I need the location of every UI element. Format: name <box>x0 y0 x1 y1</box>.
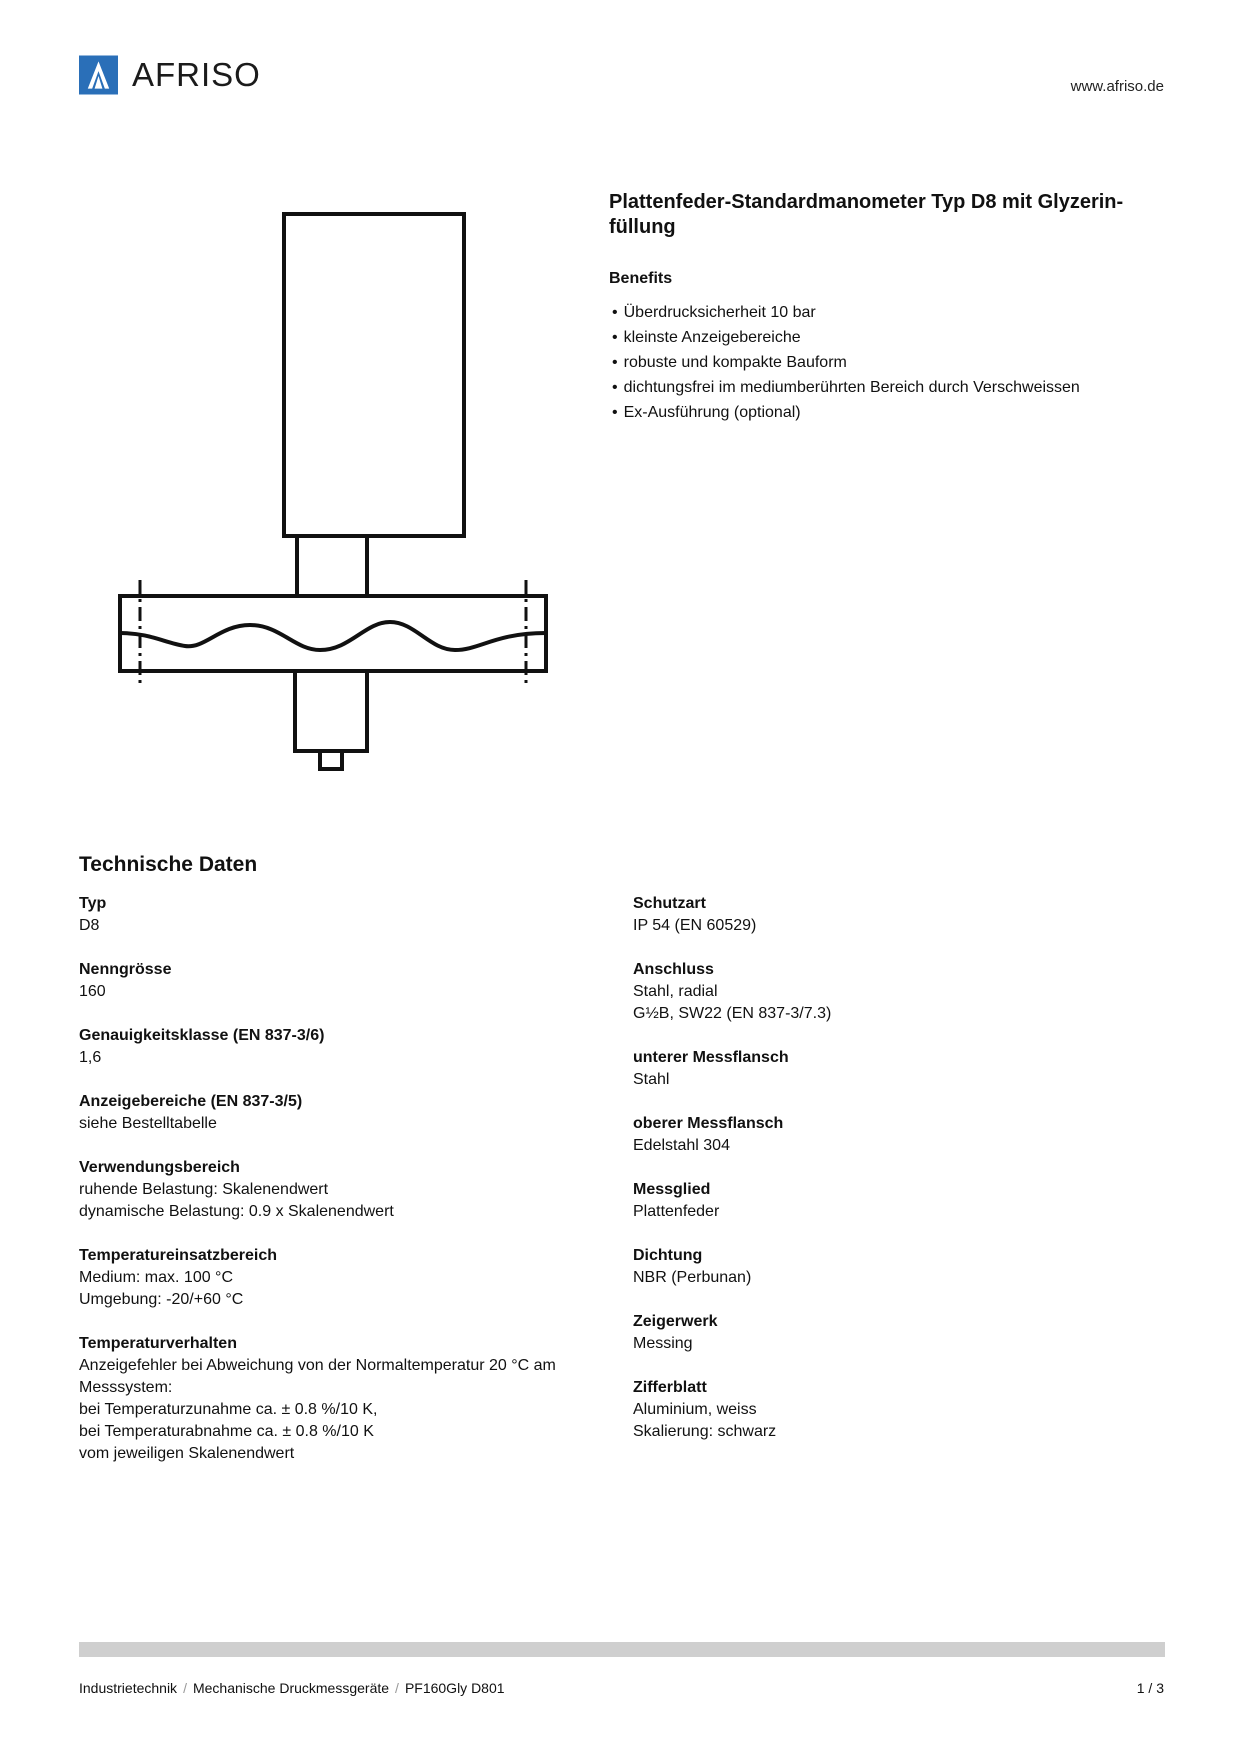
spec-label: Zeigerwerk <box>633 1313 718 1330</box>
spec-value: 160 <box>79 983 106 1000</box>
process-connection <box>295 671 367 751</box>
gauge-housing <box>284 214 464 536</box>
benefits-list <box>612 300 1202 425</box>
spec-label: Temperaturverhalten <box>79 1335 237 1352</box>
spec-label: Dichtung <box>633 1247 703 1264</box>
spec-label: Messglied <box>633 1181 711 1198</box>
spec-item <box>633 959 1173 1025</box>
spec-value: siehe Bestelltabelle <box>79 1115 217 1132</box>
gauge-neck <box>297 536 367 596</box>
manometer-drawing <box>110 200 560 790</box>
spec-item <box>79 1157 619 1223</box>
spec-label: Temperatureinsatzbereich <box>79 1247 277 1264</box>
spec-value: Messing <box>633 1335 693 1352</box>
breadcrumb-item[interactable]: Mechanische Druckmessgeräte <box>192 1680 390 1696</box>
benefit-item: • robuste und kompakte Bauform <box>612 350 1202 375</box>
diaphragm-plate <box>120 622 546 650</box>
breadcrumb-item[interactable]: Industrietechnik <box>79 1680 178 1696</box>
spec-value: NBR (Perbunan) <box>633 1269 752 1286</box>
spec-item <box>79 1245 619 1311</box>
technical-data-left-column <box>79 893 619 1487</box>
breadcrumb-item: PF160Gly D801 <box>404 1680 505 1696</box>
breadcrumb <box>79 1680 505 1696</box>
spec-value: 1,6 <box>79 1049 102 1066</box>
spec-label: Anschluss <box>633 961 714 978</box>
spec-item <box>633 893 1173 937</box>
brand-logo[interactable] <box>79 54 309 96</box>
spec-item <box>633 1047 1173 1091</box>
spec-value: Aluminium, weiss Skalierung: schwarz <box>633 1401 777 1440</box>
spec-item <box>633 1311 1173 1355</box>
website-link[interactable]: www.afriso.de <box>1070 78 1164 95</box>
spec-item <box>79 1091 619 1135</box>
spec-label: Typ <box>79 895 107 912</box>
spec-item <box>79 1025 619 1069</box>
spec-value: ruhende Belastung: Skalenendwert dynamische Belastung: 0.9 x Skalenendwert <box>79 1181 394 1220</box>
spec-item <box>79 893 619 937</box>
benefit-item: • Ex-Ausführung (optional) <box>612 400 1202 425</box>
breadcrumb-separator: / <box>183 1680 187 1696</box>
breadcrumb-separator: / <box>395 1680 399 1696</box>
spec-item <box>633 1113 1173 1157</box>
benefit-item: • dichtungsfrei im mediumberührten Bereich durch Verschweissen <box>612 375 1202 400</box>
spec-value: Anzeigefehler bei Abweichung von der Normaltemperatur 20 °C am Messsystem: bei Temperaturzunahme ca. ± 0.8 %/10 K, bei Temperaturabnahme ca. ± 0.8 %/10 K vom jeweiligen Skalenendwert <box>79 1357 556 1462</box>
measuring-flange <box>120 596 546 671</box>
spec-value: Edelstahl 304 <box>633 1137 730 1154</box>
benefit-item: • kleinste Anzeigebereiche <box>612 325 1202 350</box>
spec-label: Nenngrösse <box>79 961 172 978</box>
spec-item <box>633 1377 1173 1443</box>
spec-value: Stahl <box>633 1071 670 1088</box>
spec-label: Zifferblatt <box>633 1379 707 1396</box>
afriso-logo-icon <box>79 55 118 95</box>
connection-tip <box>320 751 342 769</box>
benefits-heading: Benefits <box>609 270 673 287</box>
page-number: 1 / 3 <box>1136 1680 1164 1696</box>
spec-value: IP 54 (EN 60529) <box>633 917 757 934</box>
spec-value: Plattenfeder <box>633 1203 720 1220</box>
spec-label: Genauigkeitsklasse (EN 837-3/6) <box>79 1027 325 1044</box>
spec-item <box>633 1179 1173 1223</box>
spec-value: D8 <box>79 917 100 934</box>
technical-data-right-column <box>633 893 1173 1465</box>
spec-label: oberer Messflansch <box>633 1115 784 1132</box>
spec-label: Verwendungsbereich <box>79 1159 240 1176</box>
spec-label: Anzeigebereiche (EN 837-3/5) <box>79 1093 303 1110</box>
spec-value: Medium: max. 100 °C Umgebung: -20/+60 °C <box>79 1269 244 1308</box>
benefit-item: • Überdrucksicherheit 10 bar <box>612 300 1202 325</box>
footer-divider-bar <box>79 1642 1165 1657</box>
product-title: Plattenfeder-Standardmanometer Typ D8 mit Glyzerin- füllung <box>609 191 1124 238</box>
brand-name: AFRISO <box>132 56 261 93</box>
spec-item <box>79 959 619 1003</box>
technical-data-heading: Technische Daten <box>79 853 258 876</box>
spec-label: unterer Messflansch <box>633 1049 789 1066</box>
spec-item <box>633 1245 1173 1289</box>
spec-item <box>79 1333 619 1465</box>
spec-label: Schutzart <box>633 895 706 912</box>
spec-value: Stahl, radial G½B, SW22 (EN 837-3/7.3) <box>633 983 832 1022</box>
